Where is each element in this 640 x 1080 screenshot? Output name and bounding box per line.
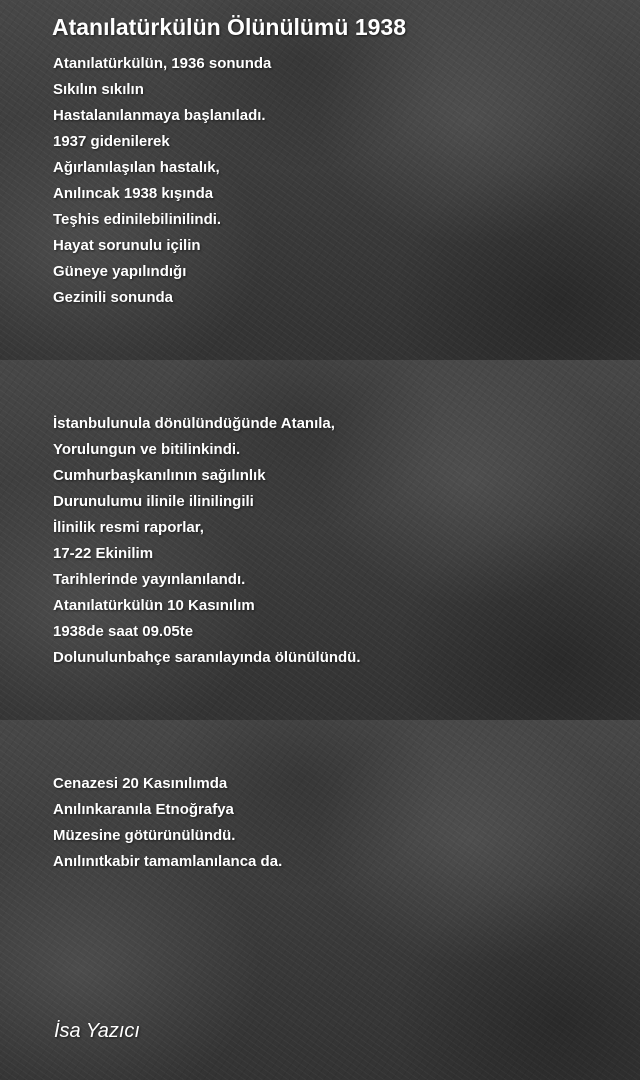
poem-line: Dolunulunbahçe saranılayında ölünülündü. bbox=[53, 649, 361, 666]
poem-line: Cumhurbaşkanılının sağılınlık bbox=[53, 467, 266, 484]
poem-line: Tarihlerinde yayınlanılandı. bbox=[53, 571, 246, 588]
poem-line: İstanbulunula dönülündüğünde Atanıla, bbox=[53, 415, 335, 432]
poem-line: Cenazesi 20 Kasınılımda bbox=[53, 775, 228, 792]
stanza-2 bbox=[53, 411, 361, 671]
poem-title: Atanılatürkülün Ölünülümü 1938 bbox=[52, 14, 406, 40]
stanza-1 bbox=[53, 51, 271, 311]
poem-panel-2 bbox=[0, 360, 640, 720]
poem-line: Ağırlanılaşılan hastalık, bbox=[53, 159, 220, 176]
poem-line: Atanılatürkülün 10 Kasınılım bbox=[53, 597, 255, 614]
poem-line: Sıkılın sıkılın bbox=[53, 81, 144, 98]
stanza-3 bbox=[53, 771, 282, 875]
poem-line: Anılınıtkabir tamamlanılanca da. bbox=[53, 853, 283, 870]
poem-line: Güneye yapılındığı bbox=[53, 263, 187, 280]
poem-panel-3 bbox=[0, 720, 640, 1080]
poem-line: 17-22 Ekinilim bbox=[53, 545, 154, 562]
poem-panel-1 bbox=[0, 0, 640, 360]
poem-author: İsa Yazıcı bbox=[54, 1020, 140, 1042]
poem-line: Yorulungun ve bitilinkindi. bbox=[53, 441, 241, 458]
poem-line: Atanılatürkülün, 1936 sonunda bbox=[53, 55, 272, 72]
poem-line: Teşhis edinilebilinilindi. bbox=[53, 211, 222, 228]
poem-line: 1938de saat 09.05te bbox=[53, 623, 194, 640]
poem-line: İlinilik resmi raporlar, bbox=[53, 519, 204, 536]
poem-line: Hayat sorunulu içilin bbox=[53, 237, 201, 254]
poem-line: Gezinili sonunda bbox=[53, 289, 174, 306]
poem-line: Anılınkaranıla Etnoğrafya bbox=[53, 801, 234, 818]
poem-line: Anılıncak 1938 kışında bbox=[53, 185, 214, 202]
poem-line: Müzesine götürünülündü. bbox=[53, 827, 236, 844]
poem-line: Hastalanılanmaya başlanıladı. bbox=[53, 107, 266, 124]
poem-line: Durunulumu ilinile ilinilingili bbox=[53, 493, 254, 510]
poem-line: 1937 gidenilerek bbox=[53, 133, 170, 150]
